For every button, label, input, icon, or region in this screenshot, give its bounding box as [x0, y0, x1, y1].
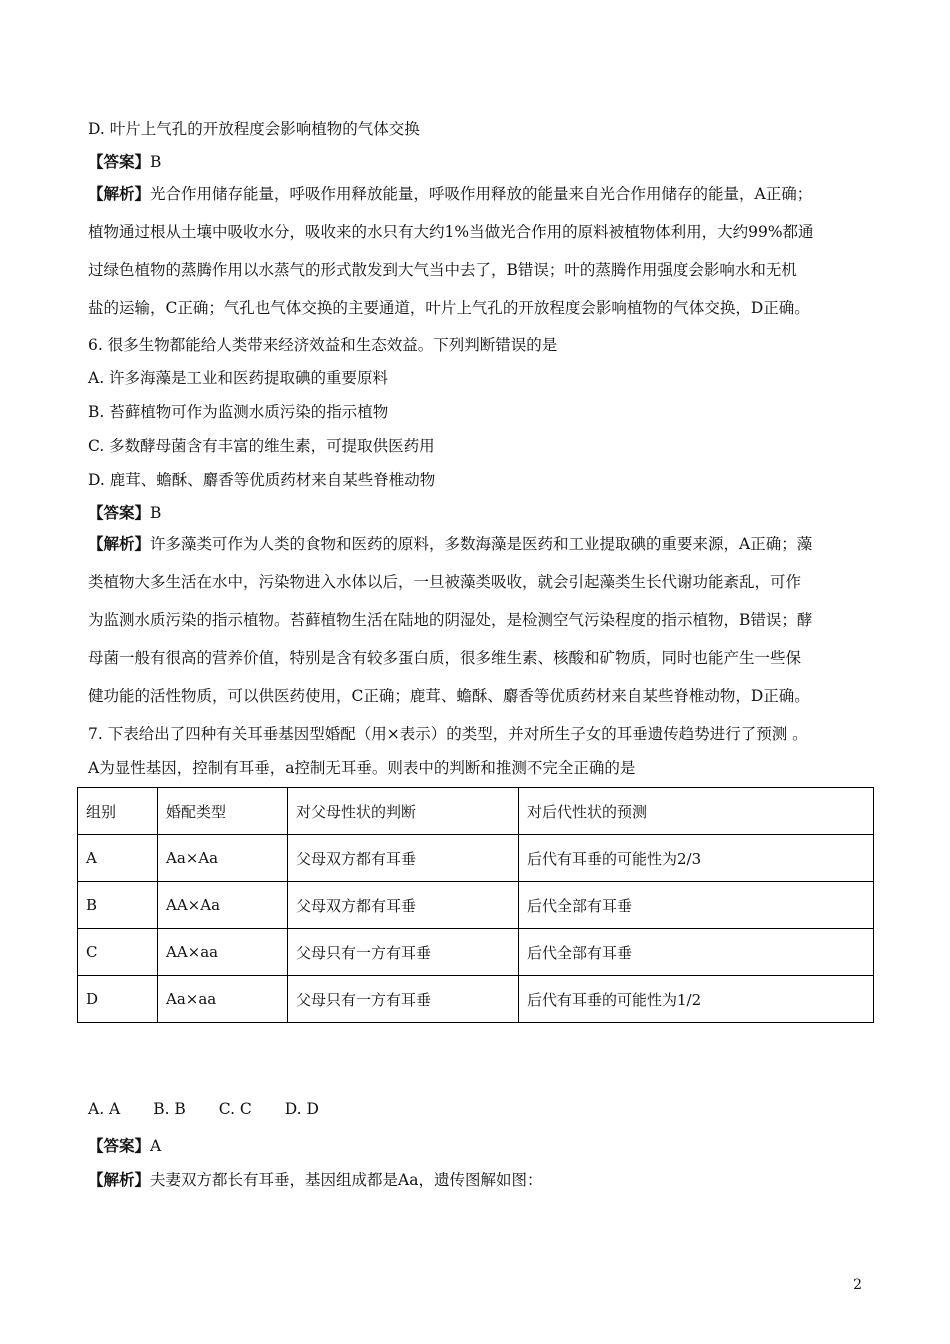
- header-cell: 婚配类型: [158, 788, 288, 835]
- table-cell: 父母只有一方有耳垂: [288, 976, 519, 1023]
- table-cell: A: [78, 835, 158, 882]
- analysis-line: 盐的运输，C正确；气孔也气体交换的主要通道，叶片上气孔的开放程度会影响植物的气体交换，D正确。: [88, 299, 810, 317]
- analysis-label: 【解析】: [88, 535, 151, 553]
- table-cell: AA×Aa: [158, 882, 288, 929]
- table-row: [78, 976, 874, 1023]
- table-cell: 父母只有一方有耳垂: [288, 929, 519, 976]
- table-cell: Aa×aa: [158, 976, 288, 1023]
- q5-answer: [88, 150, 161, 172]
- table-cell: 父母双方都有耳垂: [288, 835, 519, 882]
- analysis-label: 【解析】: [88, 1171, 151, 1189]
- analysis-label: 【解析】: [88, 185, 151, 203]
- q7-analysis: [88, 1168, 542, 1190]
- analysis-line: 母菌一般有很高的营养价值，特别是含有较多蛋白质，很多维生素、核酸和矿物质，同时也能产生一些保: [88, 649, 802, 667]
- q7-option-a: A. A: [88, 1100, 121, 1118]
- q7-options: [88, 1100, 347, 1118]
- table-cell: 后代全部有耳垂: [519, 929, 874, 976]
- table-cell: Aa×Aa: [158, 835, 288, 882]
- table-cell: 后代全部有耳垂: [519, 882, 874, 929]
- q6-analysis: [88, 525, 860, 715]
- q6-stem: 6. 很多生物都能给人类带来经济效益和生态效益。下列判断错误的是: [88, 336, 558, 354]
- analysis-line: 为监测水质污染的指示植物。苔藓植物生活在陆地的阴湿处，是检测空气污染程度的指示植物，B错误；酵: [88, 611, 813, 629]
- q6-option-d: D. 鹿茸、蟾酥、麝香等优质药材来自某些脊椎动物: [88, 471, 436, 489]
- analysis-line: 植物通过根从土壤中吸收水分，吸收来的水只有大约1%当做光合作用的原料被植物体利用，大约99%都通: [88, 223, 814, 241]
- table-row: [78, 929, 874, 976]
- header-cell: 对后代性状的预测: [519, 788, 874, 835]
- analysis-text: 夫妻双方都长有耳垂，基因组成都是Aa，遗传图解如图：: [150, 1171, 543, 1189]
- q7-answer: [88, 1134, 161, 1156]
- q6-option-c: C. 多数酵母菌含有丰富的维生素，可提取供医药用: [88, 437, 435, 455]
- analysis-line: 类植物大多生活在水中，污染物进入水体以后，一旦被藻类吸收，就会引起藻类生长代谢功能紊乱，可作: [88, 573, 802, 591]
- table-cell: AA×aa: [158, 929, 288, 976]
- q6-answer: [88, 501, 161, 523]
- q5-option-d: D. 叶片上气孔的开放程度会影响植物的气体交换: [88, 120, 420, 138]
- q7-stem-line1: 7. 下表给出了四种有关耳垂基因型婚配（用×表示）的类型，并对所生子女的耳垂遗传趋势进行了预测 。: [88, 725, 808, 743]
- table-cell: C: [78, 929, 158, 976]
- table-cell: B: [78, 882, 158, 929]
- header-cell: 组别: [78, 788, 158, 835]
- table-row: [78, 882, 874, 929]
- table-header-row: [78, 788, 874, 835]
- q6-option-b: B. 苔藓植物可作为监测水质污染的指示植物: [88, 403, 389, 421]
- q6-option-a: A. 许多海藻是工业和医药提取碘的重要原料: [88, 369, 389, 387]
- table-cell: 父母双方都有耳垂: [288, 882, 519, 929]
- page-number: 2: [853, 1277, 862, 1293]
- answer-label: 【答案】: [88, 153, 151, 171]
- table-cell: 后代有耳垂的可能性为1/2: [519, 976, 874, 1023]
- header-cell: 对父母性状的判断: [288, 788, 519, 835]
- q7-option-c: C. C: [218, 1100, 252, 1118]
- answer-value: B: [150, 153, 162, 171]
- analysis-line: 过绿色植物的蒸腾作用以水蒸气的形式散发到大气当中去了，B错误；叶的蒸腾作用强度会影响水和无机: [88, 261, 797, 279]
- table-row: [78, 835, 874, 882]
- answer-value: A: [150, 1137, 162, 1155]
- table-cell: 后代有耳垂的可能性为2/3: [519, 835, 874, 882]
- analysis-line: 【解析】许多藻类可作为人类的食物和医药的原料，多数海藻是医药和工业提取碘的重要来源，A正确；藻: [88, 535, 813, 553]
- table-cell: D: [78, 976, 158, 1023]
- answer-label: 【答案】: [88, 504, 151, 522]
- answer-value: B: [150, 504, 162, 522]
- analysis-line: 健功能的活性物质，可以供医药使用，C正确；鹿茸、蟾酥、麝香等优质药材来自某些脊椎动物，D正确。: [88, 687, 810, 705]
- analysis-line: 【解析】光合作用储存能量，呼吸作用释放能量，呼吸作用释放的能量来自光合作用储存的能量，A正确；: [88, 185, 813, 203]
- q7-option-b: B. B: [153, 1100, 186, 1118]
- answer-label: 【答案】: [88, 1137, 151, 1155]
- q5-analysis: [88, 175, 860, 327]
- q7-stem-line2: A为显性基因，控制有耳垂，a控制无耳垂。则表中的判断和推测不完全正确的是: [88, 759, 636, 777]
- genotype-table: [77, 787, 874, 1023]
- q7-option-d: D. D: [284, 1100, 319, 1118]
